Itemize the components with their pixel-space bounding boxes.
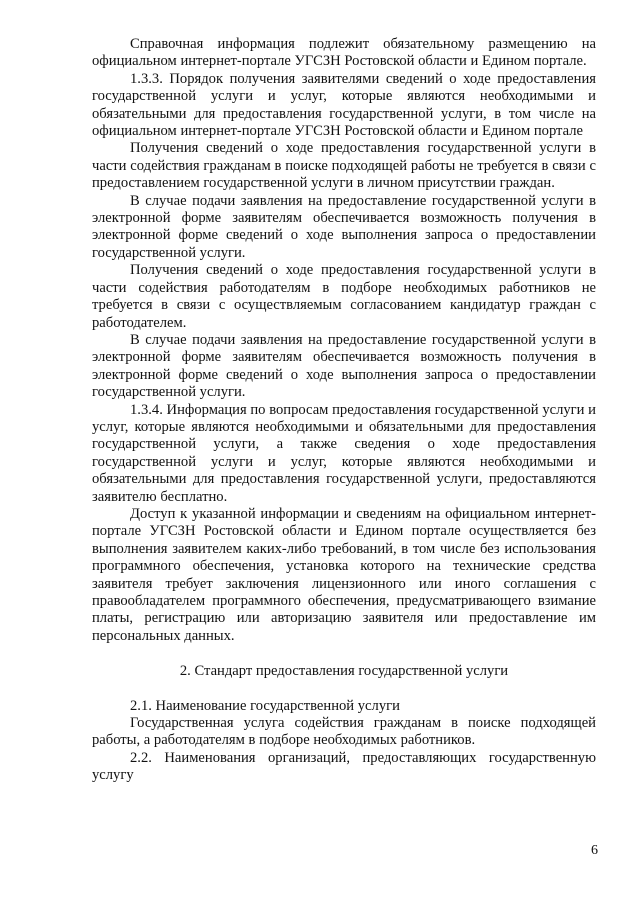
section-heading: 2. Стандарт предоставления государственной услуги xyxy=(179,663,509,680)
paragraph: 2.2. Наименования организаций, предоставляющих государственную услугу xyxy=(92,749,596,784)
paragraph: Получения сведений о ходе предоставления государственной услуги в части содействия работодателям в подборе необходимых работников не требуется в связи с осуществляемым согласованием кандидатур граждан с работодателем. xyxy=(92,262,596,331)
paragraph: Справочная информация подлежит обязательному размещению на официальном интернет-портале УГСЗН Ростовской области и Едином портале. xyxy=(92,36,596,70)
paragraph: 1.3.3. Порядок получения заявителями сведений о ходе предоставления государственной услуги и услуг, которые являются необходимыми и обязательными для предоставления государственной услуги, в том числе на официальном интернет-портале УГСЗН Ростовской области и Едином портале xyxy=(92,70,596,140)
paragraph: 2.1. Наименование государственной услуги xyxy=(130,697,400,714)
paragraph: Государственная услуга содействия гражданам в поиске подходящей работы, а работодателям в подборе необходимых работников. xyxy=(92,715,596,749)
paragraph: В случае подачи заявления на предоставление государственной услуги в электронной форме заявителям обеспечивается возможность получения в электронной форме сведений о ходе выполнения запроса о предоставлении государственной услуги. xyxy=(92,192,596,261)
paragraph: Получения сведений о ходе предоставления государственной услуги в части содействия гражданам в поиске подходящей работы не требуется в связи с предоставлением государственной услуги в личном присутствии граждан. xyxy=(92,140,596,192)
page-number: 6 xyxy=(591,843,598,858)
document-body xyxy=(92,36,596,785)
paragraph: В случае подачи заявления на предоставление государственной услуги в электронной форме заявителям обеспечивается возможность получения в электронной форме сведений о ходе выполнения запроса о предоставлении государственной услуги. xyxy=(92,331,596,401)
paragraph: Доступ к указанной информации и сведениям на официальном интернет-портале УГСЗН Ростовской области и Едином портале осуществляется без выполнения заявителем каких-либо требований, в том числе без использования программного обеспечения, установка которого на технические средства заявителя требует заключения лицензионного или иного соглашения с правообладателем программного обеспечения, предусматривающего взимание платы, регистрацию или авторизацию заявителя или предоставление им персональных данных. xyxy=(92,505,596,644)
paragraph: 1.3.4. Информация по вопросам предоставления государственной услуги и услуг, которые являются необходимыми и обязательными для предоставления государственной услуги, а также сведения о ходе предоставления государственной услуги и услуг, которые являются необходимыми и обязательными для предоставления государственной услуги, предоставляются заявителю бесплатно. xyxy=(92,401,596,505)
